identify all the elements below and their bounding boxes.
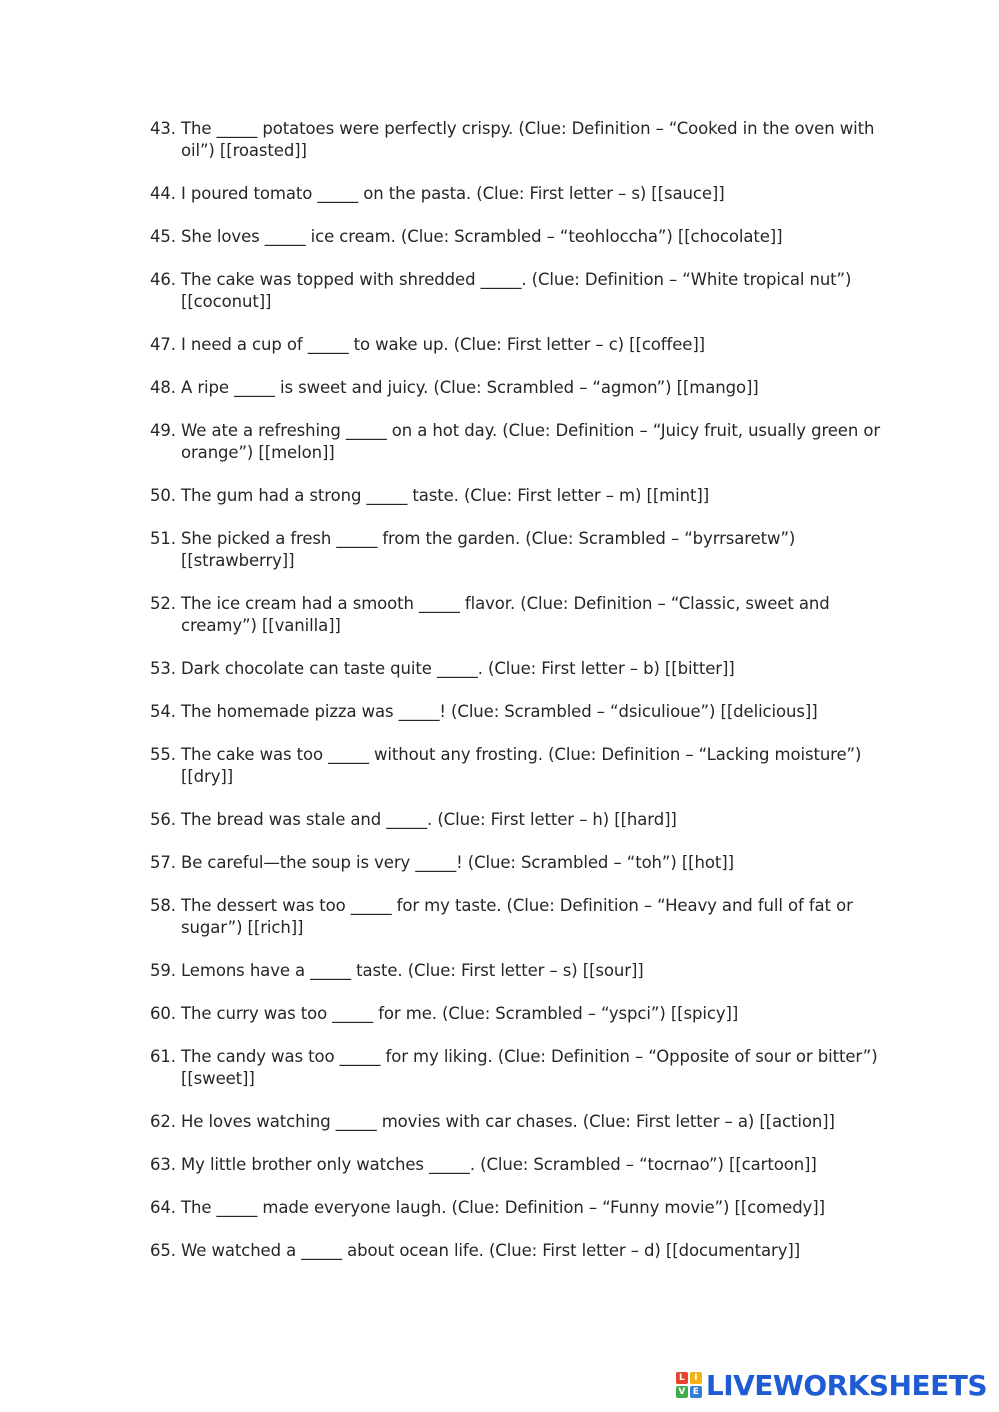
item-number: 65. [150, 1241, 176, 1260]
worksheet-item [150, 183, 890, 205]
logo-square-v: V [676, 1386, 688, 1398]
item-text: I poured tomato _____ on the pasta. (Clue: First letter – s) [[sauce]] [181, 184, 725, 203]
item-text: We watched a _____ about ocean life. (Clue: First letter – d) [[documentary]] [181, 1241, 801, 1260]
logo-square-i: I [690, 1372, 702, 1384]
item-text: A ripe _____ is sweet and juicy. (Clue: Scrambled – “agmon”) [[mango]] [181, 378, 759, 397]
worksheet-item [150, 377, 890, 399]
item-text: My little brother only watches _____. (Clue: Scrambled – “tocrnao”) [[cartoon]] [181, 1155, 817, 1174]
item-number: 45. [150, 227, 176, 246]
item-number: 60. [150, 1004, 176, 1023]
item-text: The cake was too _____ without any frosting. (Clue: Definition – “Lacking moisture”) [[dry]] [181, 745, 862, 786]
item-number: 63. [150, 1155, 176, 1174]
item-number: 49. [150, 421, 176, 440]
worksheet-item [150, 809, 890, 831]
worksheet-item [150, 960, 890, 982]
item-text: The homemade pizza was _____! (Clue: Scrambled – “dsiculioue”) [[delicious]] [181, 702, 818, 721]
worksheet-item [150, 269, 890, 313]
item-text: He loves watching _____ movies with car chases. (Clue: First letter – a) [[action]] [181, 1112, 835, 1131]
worksheet-item [150, 1111, 890, 1133]
item-number: 62. [150, 1112, 176, 1131]
worksheet-item [150, 334, 890, 356]
worksheet-item [150, 1197, 890, 1219]
worksheet-item [150, 895, 890, 939]
worksheet-item [150, 1240, 890, 1262]
item-number: 46. [150, 270, 176, 289]
item-text: The dessert was too _____ for my taste. (Clue: Definition – “Heavy and full of fat or sugar”) [[rich]] [181, 896, 853, 937]
item-text: The gum had a strong _____ taste. (Clue: First letter – m) [[mint]] [181, 486, 710, 505]
worksheet-item [150, 118, 890, 162]
worksheet-item [150, 1154, 890, 1176]
worksheet-item [150, 485, 890, 507]
item-text: Lemons have a _____ taste. (Clue: First letter – s) [[sour]] [181, 961, 644, 980]
item-text: The candy was too _____ for my liking. (Clue: Definition – “Opposite of sour or bitter”) [[sweet]] [181, 1047, 878, 1088]
logo-square-l: L [676, 1372, 688, 1384]
worksheet-item [150, 658, 890, 680]
worksheet-item [150, 226, 890, 248]
item-number: 44. [150, 184, 176, 203]
item-text: The _____ made everyone laugh. (Clue: Definition – “Funny movie”) [[comedy]] [181, 1198, 825, 1217]
item-number: 47. [150, 335, 176, 354]
item-number: 50. [150, 486, 176, 505]
liveworksheets-logo[interactable] [676, 1368, 987, 1402]
item-number: 54. [150, 702, 176, 721]
worksheet-item [150, 593, 890, 637]
item-number: 52. [150, 594, 176, 613]
brand-name: LIVEWORKSHEETS [705, 1368, 987, 1402]
item-number: 57. [150, 853, 176, 872]
item-number: 56. [150, 810, 176, 829]
worksheet-item [150, 1046, 890, 1090]
worksheet-list [150, 118, 890, 1283]
item-text: Be careful—the soup is very _____! (Clue: Scrambled – “toh”) [[hot]] [181, 853, 734, 872]
item-text: The ice cream had a smooth _____ flavor. (Clue: Definition – “Classic, sweet and creamy”) [[vanilla]] [181, 594, 830, 635]
item-number: 64. [150, 1198, 176, 1217]
worksheet-item [150, 744, 890, 788]
logo-square-e: E [690, 1386, 702, 1398]
item-text: The bread was stale and _____. (Clue: First letter – h) [[hard]] [181, 810, 677, 829]
item-text: We ate a refreshing _____ on a hot day. (Clue: Definition – “Juicy fruit, usually green or orange”) [[melon]] [181, 421, 881, 462]
item-number: 61. [150, 1047, 176, 1066]
item-text: Dark chocolate can taste quite _____. (Clue: First letter – b) [[bitter]] [181, 659, 735, 678]
item-number: 53. [150, 659, 176, 678]
worksheet-item [150, 528, 890, 572]
worksheet-item [150, 852, 890, 874]
item-number: 51. [150, 529, 176, 548]
item-number: 43. [150, 119, 176, 138]
item-text: The cake was topped with shredded _____. (Clue: Definition – “White tropical nut”) [[coconut]] [181, 270, 852, 311]
worksheet-item [150, 420, 890, 464]
item-text: The curry was too _____ for me. (Clue: Scrambled – “yspci”) [[spicy]] [181, 1004, 739, 1023]
item-number: 55. [150, 745, 176, 764]
worksheet-item [150, 701, 890, 723]
item-text: The _____ potatoes were perfectly crispy. (Clue: Definition – “Cooked in the oven with oil”) [[roasted]] [181, 119, 875, 160]
item-text: She loves _____ ice cream. (Clue: Scrambled – “teohloccha”) [[chocolate]] [181, 227, 783, 246]
item-number: 48. [150, 378, 176, 397]
live-logo-icon [676, 1372, 702, 1398]
item-text: I need a cup of _____ to wake up. (Clue: First letter – c) [[coffee]] [181, 335, 706, 354]
worksheet-item [150, 1003, 890, 1025]
item-text: She picked a fresh _____ from the garden. (Clue: Scrambled – “byrrsaretw”) [[strawberry]] [181, 529, 796, 570]
item-number: 58. [150, 896, 176, 915]
item-number: 59. [150, 961, 176, 980]
